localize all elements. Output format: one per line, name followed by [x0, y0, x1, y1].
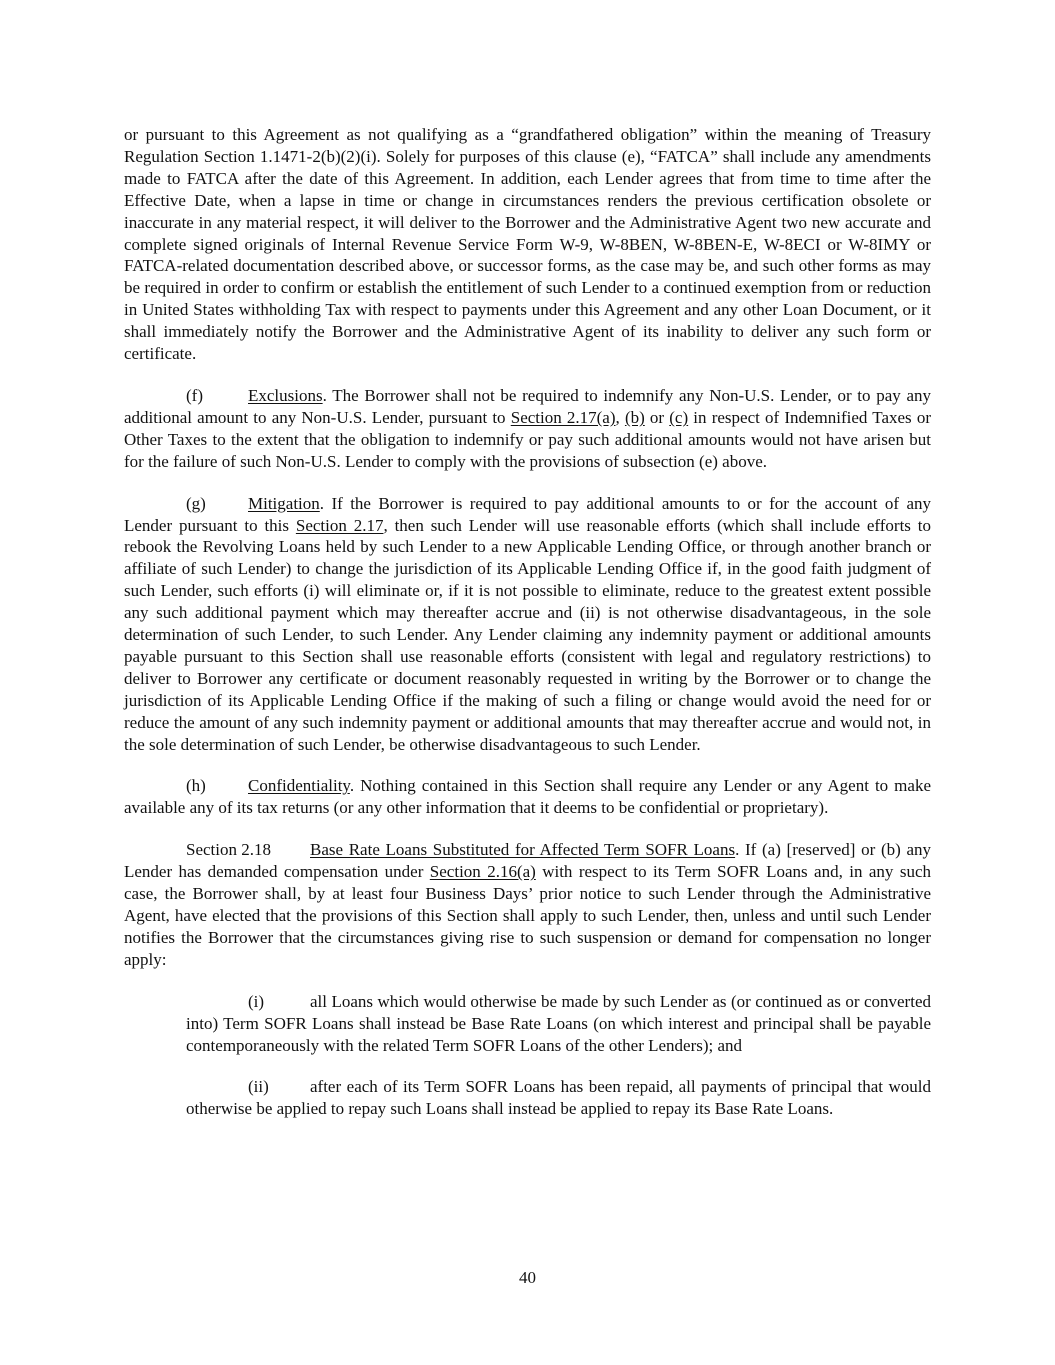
clause-text: . Nothing contained in this Section shall require any Lender or any Agent to make available any of its tax returns (or any other information that it deems to be confidential or proprietary).	[124, 776, 931, 818]
clause-text: ,	[615, 407, 625, 427]
subclause-i	[186, 991, 931, 1057]
section-text: with respect to its Term SOFR Loans and, in any such case, the Borrower shall, by at least four Business Days’ prior notice to such Lender through the Administrative Agent, have elected that the provisions of this Section shall apply to such Lender, then, unless and until such Lender notifies the Borrower that the circumstances giving rise to such suspension or demand for compensation no longer apply:	[124, 862, 931, 969]
subclause-text: all Loans which would otherwise be made by such Lender as (or continued as or converted into) Term SOFR Loans shall instead be Base Rate Loans (on which interest and principal shall be payable contemporaneously with the related Term SOFR Loans of the other Lenders); and	[186, 991, 931, 1055]
clause-text: , then such Lender will use reasonable efforts (which shall include efforts to rebook the Revolving Loans held by such Lender to a new Applicable Lending Office, or through another branch or affiliate of such Lender) to change the jurisdiction of its Applicable Lending Office if, in the good faith judgment of such Lender, such efforts (i) will eliminate or, if it is not possible to eliminate, reduce to the greatest extent possible any such additional payment which may thereafter accrue and (ii) is not otherwise disadvantageous, in the sole determination of such Lender, to such Lender. Any Lender claiming any indemnity payment or additional amounts payable pursuant to this Section shall use reasonable efforts (consistent with legal and regulatory restrictions) to deliver to Borrower any certificate or document reasonably requested in writing by the Borrower or to change the jurisdiction of its Applicable Lending Office if the making of such a filing or change would avoid the need for or reduce the amount of any such indemnity payment or additional amounts that may thereafter accrue and would not, in the sole determination of such Lender, be otherwise disadvantageous to such Lender.	[124, 515, 931, 754]
section-label: Section 2.18	[186, 840, 271, 860]
paragraph-f	[124, 385, 931, 473]
clause-label: (h)	[186, 776, 206, 796]
clause-heading: Confidentiality	[248, 776, 350, 796]
clause-label: (f)	[186, 385, 203, 405]
cross-reference: Section 2.17(a)	[510, 407, 616, 427]
paragraph-h	[124, 775, 931, 819]
clause-text: in respect of Indemnified Taxes or Other Taxes to the extent that the obligation to indemnify or pay such additional amounts would not have arisen but for the failure of such Non-U.S. Lender to comply with the provisions of subsection (e) above.	[124, 407, 932, 471]
subclause-label: (ii)	[248, 1077, 269, 1097]
subclause-label: (i)	[248, 991, 265, 1011]
intro-paragraph: or pursuant to this Agreement as not qualifying as a “grandfathered obligation” within the meaning of Treasury Regulation Section 1.1471-2(b)(2)(i). Solely for purposes of this clause (e), “FATCA” shall include any amendments made to FATCA after the date of this Agreement. In addition, each Lender agrees that from time to time after the Effective Date, when a lapse in time or change in circumstances renders the previous certification obsolete or inaccurate in any material respect, it will deliver to the Borrower and the Administrative Agent two new accurate and complete signed originals of Internal Revenue Service Form W-9, W-8BEN, W-8BEN-E, W-8ECI or W-8IMY or FATCA-related documentation described above, or successor forms, as the case may be, and such other forms as may be required in order to confirm or establish the entitlement of such Lender to a continued exemption from or reduction in United States withholding Tax with respect to payments under this Agreement and any other Loan Document, or it shall immediately notify the Borrower and the Administrative Agent of its inability to deliver any such form or certificate.	[124, 125, 931, 364]
subclause-ii	[186, 1076, 931, 1120]
clause-text: . The Borrower shall not be required to indemnify any Non-U.S. Lender, or to pay any additional amount to any Non-U.S. Lender, pursuant to	[124, 385, 931, 427]
page-number: 40	[519, 1268, 536, 1287]
section-heading: Base Rate Loans Substituted for Affected Term SOFR Loans	[310, 840, 736, 860]
clause-text: . If the Borrower is required to pay additional amounts to or for the account of any Lender pursuant to this	[124, 493, 931, 535]
section-text: . If (a) [reserved] or (b) any Lender has demanded compensation under	[124, 840, 931, 882]
cross-reference: (c)	[669, 407, 689, 427]
subclause-text: after each of its Term SOFR Loans has been repaid, all payments of principal that would otherwise be applied to repay such Loans shall instead be applied to repay its Base Rate Loans.	[186, 1077, 931, 1119]
cross-reference: (b)	[624, 407, 645, 427]
clause-heading: Exclusions	[248, 385, 323, 405]
clause-text: or	[644, 407, 670, 427]
document-body	[124, 124, 931, 1140]
section-2-18	[124, 839, 931, 970]
cross-reference: Section 2.17	[295, 515, 384, 535]
clause-label: (g)	[186, 493, 206, 513]
cross-reference: Section 2.16(a)	[429, 862, 536, 882]
paragraph-g	[124, 493, 931, 756]
clause-heading: Mitigation	[248, 493, 320, 513]
